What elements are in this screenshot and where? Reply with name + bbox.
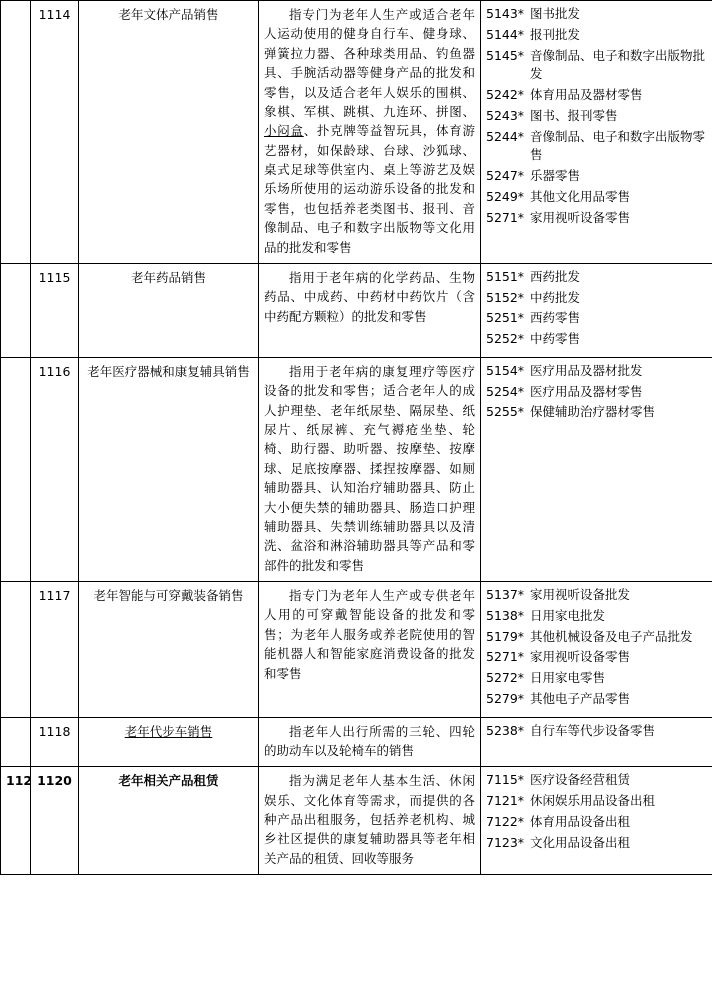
reference-label: 家用视听设备批发 xyxy=(530,587,631,602)
table-row xyxy=(1,263,712,357)
reference-label: 休闲娱乐用品设备出租 xyxy=(530,793,656,808)
item-code-cell: 1114 xyxy=(31,1,79,264)
item-name-text: 老年药品销售 xyxy=(130,269,206,285)
reference-label: 体育用品设备出租 xyxy=(530,813,631,829)
item-code-cell: 1117 xyxy=(31,582,79,718)
reference-code: 5151* xyxy=(486,268,525,284)
reference-code: 5279* xyxy=(486,690,525,706)
reference-code: 5272* xyxy=(486,670,525,685)
reference-entry xyxy=(486,648,707,667)
reference-code: 5255* xyxy=(486,404,525,420)
reference-codes-cell xyxy=(481,767,712,875)
reference-code: 5179* xyxy=(486,628,525,644)
reference-entry xyxy=(486,289,707,308)
reference-label: 日用家电零售 xyxy=(530,670,606,685)
reference-code: 5251* xyxy=(486,310,525,326)
item-description-text: 指为满足老年人基本生活、休闲娱乐、文化体育等需求，而提供的各种产品出租服务，包括养老机构、城乡社区提供的康复辅助器具等老年相关产品的租赁、回收等服务 xyxy=(264,773,475,866)
reference-label: 图书批发 xyxy=(530,6,581,21)
item-name-text: 老年相关产品租赁 xyxy=(118,773,219,789)
reference-entry xyxy=(486,607,707,626)
table-body xyxy=(1,1,712,875)
reference-entry xyxy=(486,362,707,381)
reference-code: 7121* xyxy=(486,793,525,808)
reference-entry xyxy=(486,309,707,328)
reference-code: 5154* xyxy=(486,362,525,378)
reference-label: 西药零售 xyxy=(530,310,581,326)
reference-entry xyxy=(486,107,707,126)
item-description-text: 指用于老年病的康复理疗等医疗设备的批发和零售；适合老年人的成人护理垫、老年纸尿垫、隔尿垫、纸尿片、纸尿裤、充气褥疮坐垫、轮椅、助行器、助听器、按摩垫、按摩球、足底按摩器、揉捏按摩器、如厕辅助器具、认知治疗辅助器具、防止大小便失禁的辅助器具、肠造口护理辅助器具、失禁训练辅助器具以及清洗、盆浴和淋浴辅助器具等产品和零部件的批发和零售 xyxy=(264,363,475,573)
reference-code: 5137* xyxy=(486,587,525,602)
reference-entry xyxy=(486,188,707,207)
reference-entry xyxy=(486,586,707,605)
reference-code: 5252* xyxy=(486,331,525,347)
reference-label: 家用视听设备零售 xyxy=(530,209,631,225)
item-description-text: 指专门为老年人生产或适合老年人运动使用的健身自行车、健身球、弹簧拉力器、各种球类用品、钓鱼器具、手腕活动器等健身产品的批发和零售，以及适合老年人娱乐的围棋、象棋、军棋、跳棋、九连环、拼图、小闷盒、扑克牌等益智玩具，体育游艺器材，如保龄球、台球、沙狐球、桌式足球等供室内、桌上等游艺及娱乐场所使用的运动游乐设备的批发和零售，也包括养老类图书、报刊、音像制品、电子和数字出版物等文化用品的批发和零售 xyxy=(264,7,475,255)
reference-entry xyxy=(486,128,707,166)
reference-entry xyxy=(486,47,707,85)
item-name-cell xyxy=(79,717,259,767)
reference-entry xyxy=(486,771,707,790)
reference-entry xyxy=(486,268,707,287)
item-description-cell xyxy=(259,1,481,264)
item-name-cell xyxy=(79,1,259,264)
reference-entry xyxy=(486,26,707,45)
item-code-cell: 1120 xyxy=(31,767,79,875)
table-row xyxy=(1,357,712,581)
reference-label: 自行车等代步设备零售 xyxy=(530,722,656,738)
table-row xyxy=(1,582,712,718)
reference-label: 保健辅助治疗器材零售 xyxy=(530,404,656,420)
reference-label: 医疗设备经营租赁 xyxy=(530,772,631,788)
reference-entry xyxy=(486,690,707,709)
reference-label: 文化用品设备出租 xyxy=(530,834,631,850)
reference-entry xyxy=(486,5,707,24)
item-description-cell xyxy=(259,767,481,875)
reference-entry xyxy=(486,669,707,688)
item-name-cell xyxy=(79,582,259,718)
major-code-cell xyxy=(1,263,31,357)
reference-code: 5138* xyxy=(486,607,525,623)
reference-code: 7122* xyxy=(486,813,525,829)
item-name-text: 老年智能与可穿戴装备销售 xyxy=(93,588,244,603)
reference-code: 7123* xyxy=(486,834,525,850)
item-name-cell xyxy=(79,767,259,875)
reference-code: 5271* xyxy=(486,209,525,225)
item-name-text: 老年医疗器械和康复辅具销售 xyxy=(87,363,250,379)
reference-entry xyxy=(486,834,707,853)
reference-codes-cell xyxy=(481,357,712,581)
reference-codes-cell xyxy=(481,263,712,357)
reference-entry xyxy=(486,86,707,105)
reference-code: 5249* xyxy=(486,188,525,204)
reference-label: 体育用品及器材零售 xyxy=(530,87,643,102)
reference-code: 5238* xyxy=(486,722,525,738)
item-description-cell xyxy=(259,717,481,767)
reference-entry xyxy=(486,792,707,811)
reference-code: 5144* xyxy=(486,26,525,42)
table-row xyxy=(1,1,712,264)
reference-label: 音像制品、电子和数字出版物批发 xyxy=(530,47,706,82)
description-underlined-term: 小闷盒 xyxy=(264,123,304,139)
reference-label: 其他机械设备及电子产品批发 xyxy=(530,628,693,644)
reference-codes-cell xyxy=(481,582,712,718)
reference-code: 5152* xyxy=(486,289,525,305)
item-name-cell xyxy=(79,357,259,581)
item-description-text: 指老年人出行所需的三轮、四轮的助动车以及轮椅车的销售 xyxy=(264,723,475,758)
reference-codes-cell xyxy=(481,717,712,767)
reference-entry xyxy=(486,628,707,647)
reference-label: 报刊批发 xyxy=(530,26,581,42)
major-code-cell xyxy=(1,1,31,264)
reference-label: 中药批发 xyxy=(530,289,581,305)
table-row xyxy=(1,717,712,767)
item-description-text: 指专门为老年人生产或专供老年人用的可穿戴智能设备的批发和零售；为老年人服务或养老院使用的智能机器人和智能家庭消费设备的批发和零售 xyxy=(264,588,475,681)
major-code-cell xyxy=(1,717,31,767)
reference-code: 5244* xyxy=(486,128,525,144)
reference-label: 中药零售 xyxy=(530,331,581,347)
item-name-cell xyxy=(79,263,259,357)
reference-entry xyxy=(486,383,707,402)
reference-code: 5243* xyxy=(486,107,525,123)
reference-entry xyxy=(486,330,707,349)
reference-entry xyxy=(486,813,707,832)
item-description-text: 指用于老年病的化学药品、生物药品、中成药、中药材中药饮片（含中药配方颗粒）的批发和零售 xyxy=(264,269,475,324)
reference-code: 5254* xyxy=(486,383,525,399)
reference-code: 5247* xyxy=(486,168,525,183)
reference-label: 其他电子产品零售 xyxy=(530,690,631,706)
item-name-text: 老年代步车销售 xyxy=(124,723,213,739)
reference-label: 音像制品、电子和数字出版物零售 xyxy=(530,128,706,163)
major-code-cell xyxy=(1,357,31,581)
item-code-cell: 1116 xyxy=(31,357,79,581)
reference-entry xyxy=(486,403,707,422)
reference-label: 其他文化用品零售 xyxy=(530,188,631,204)
major-code-cell: 112 xyxy=(1,767,31,875)
major-code-cell xyxy=(1,582,31,718)
item-code-cell: 1118 xyxy=(31,717,79,767)
table-row xyxy=(1,767,712,875)
reference-codes-cell xyxy=(481,1,712,264)
item-description-cell xyxy=(259,357,481,581)
item-code-cell: 1115 xyxy=(31,263,79,357)
reference-label: 医疗用品及器材批发 xyxy=(530,362,643,378)
reference-label: 图书、报刊零售 xyxy=(530,107,618,123)
reference-entry xyxy=(486,167,707,186)
reference-entry xyxy=(486,209,707,228)
item-description-cell xyxy=(259,582,481,718)
reference-code: 5271* xyxy=(486,649,525,665)
reference-label: 西药批发 xyxy=(530,268,581,284)
item-name-text: 老年文体产品销售 xyxy=(118,7,219,22)
reference-entry xyxy=(486,722,707,741)
reference-label: 医疗用品及器材零售 xyxy=(530,383,643,399)
reference-label: 家用视听设备零售 xyxy=(530,649,631,665)
reference-code: 5145* xyxy=(486,47,525,63)
item-description-cell xyxy=(259,263,481,357)
reference-code: 5242* xyxy=(486,87,525,102)
reference-label: 日用家电批发 xyxy=(530,607,606,623)
reference-code: 7115* xyxy=(486,772,525,788)
reference-label: 乐器零售 xyxy=(530,168,581,183)
reference-code: 5143* xyxy=(486,6,525,21)
